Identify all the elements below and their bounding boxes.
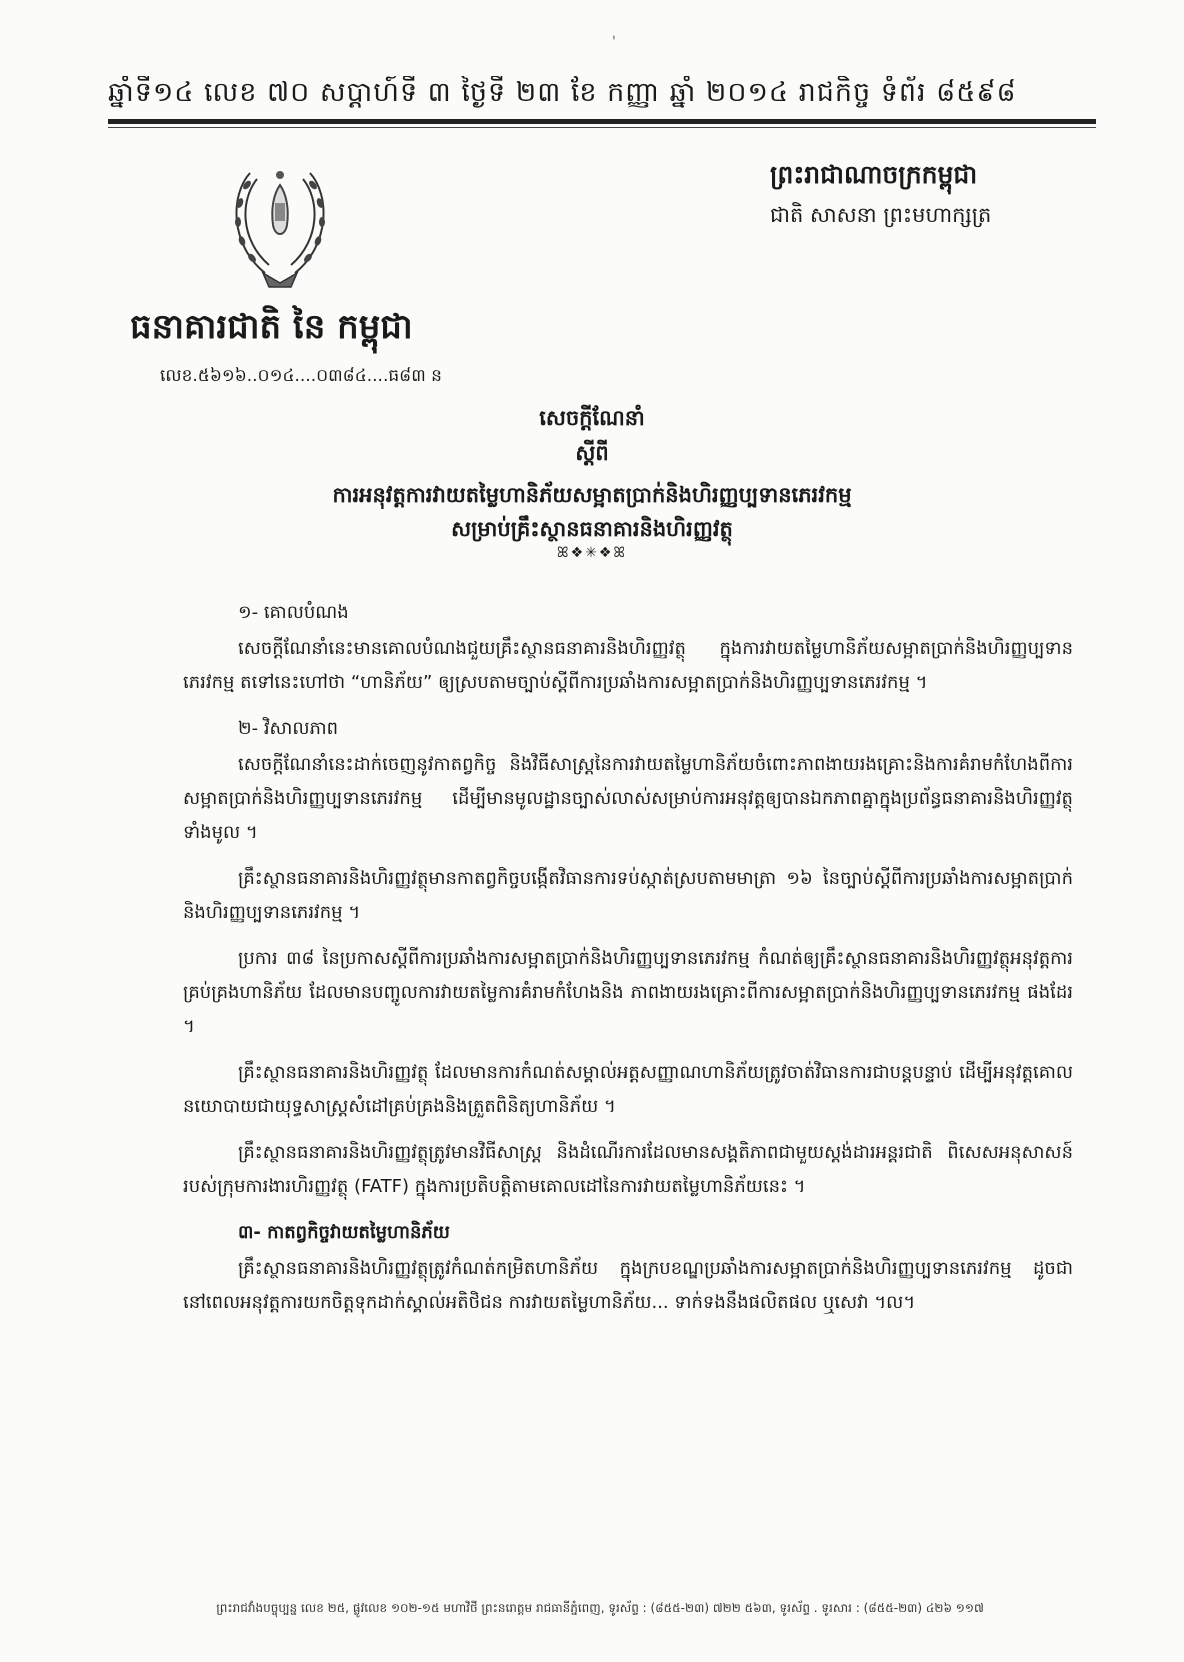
kingdom-motto: ជាតិ សាសនា ព្រះមហាក្សត្រ: [770, 203, 992, 227]
kingdom-title: ព្រះរាជាណាចក្រកម្ពុជា: [770, 160, 978, 189]
document-title: [0, 478, 1184, 546]
kingdom-block: [770, 160, 1070, 233]
gazette-header: ឆ្នាំទី១៤ លេខ ៧០ សប្ដាហ៍ទី ៣ ថ្ងៃទី ២៣ ខែ កញ្ញា ឆ្នាំ ២០១៤ រាជកិច្ច ទំព័រ ៨៥៩៨: [108, 77, 1017, 108]
bank-name: ធនាគារជាតិ នៃ កម្ពុជា: [130, 307, 413, 347]
section-2-paragraph-3: ប្រការ ៣៨ នៃប្រកាសស្ដីពីការប្រឆាំងការសម្អាតប្រាក់និងហិរញ្ញប្បទានភេរវកម្ម កំណត់ឲ្យគ្រឹះស្ថានធនាគារនិងហិរញ្ញវត្ថុអនុវត្តការគ្រប់គ្រងហានិភ័យ ដែលមានបញ្ចូលការវាយតម្លៃការគំរាមកំហែងនិង ភាពងាយរងគ្រោះពីការសម្អាតប្រាក់និងហិរញ្ញប្បទានភេរវកម្ម ផងដែរ ។: [183, 948, 1073, 1037]
document-type: សេចក្ដីណែនាំ: [539, 406, 645, 430]
section-2-paragraph-4: គ្រឹះស្ថានធនាគារនិងហិរញ្ញវត្ថុ ដែលមានការកំណត់សម្គាល់អត្តសញ្ញាណហានិភ័យត្រូវចាត់វិធានការជាបន្តបន្ទាប់ ដើម្បីអនុវត្តគោលនយោបាយជាយុទ្ធសាស្ត្រសំដៅគ្រប់គ្រងនិងត្រួតពិនិត្យហានិភ័យ ។: [183, 1062, 1073, 1117]
reference-number: លេខ.៥៦១៦..០១៤....០៣៨៤....ធ៨៣ ន: [160, 366, 442, 386]
section-2-paragraph-5: គ្រឹះស្ថានធនាគារនិងហិរញ្ញវត្ថុត្រូវមានវិធីសាស្ត្រ និងដំណើរការដែលមានសង្គតិភាពជាមួយស្តង់ដារអន្តរជាតិ ពិសេសអនុសាសន៍របស់ក្រុមការងារហិរញ្ញវត្ថុ (FATF) ក្នុងការប្រតិបត្តិតាមគោលដៅនៃការវាយតម្លៃហានិភ័យនេះ ។: [183, 1142, 1073, 1197]
section-2-paragraph-1: សេចក្ដីណែនាំនេះដាក់ចេញនូវកាតព្វកិច្ច និងវិធីសាស្ត្រនៃការវាយតម្លៃហានិភ័យចំពោះភាពងាយរងគ្រោះនិងការគំរាមកំហែងពីការសម្អាតប្រាក់និងហិរញ្ញប្បទានភេរវកម្ម ដើម្បីមានមូលដ្ឋានច្បាស់លាស់សម្រាប់ការអនុវត្តឲ្យបានឯកភាពគ្នាក្នុងប្រព័ន្ធធនាគារនិងហិរញ្ញវត្ថុទាំងមូល ។: [183, 754, 1073, 843]
national-bank-emblem-icon: [225, 155, 335, 295]
header-rule-thin: [108, 127, 1096, 128]
page-mark: ': [612, 34, 616, 50]
title-ornament: ꕤ❖✳❖ꕤ: [556, 545, 628, 561]
section-2-paragraph-2: គ្រឹះស្ថានធនាគារនិងហិរញ្ញវត្ថុមានកាតព្វកិច្ចបង្កើតវិធានការទប់ស្កាត់ស្របតាមមាត្រា ១៦ នៃច្បាប់ស្ដីពីការប្រឆាំងការសម្អាតប្រាក់និងហិរញ្ញប្បទានភេរវកម្ម ។: [183, 868, 1073, 923]
document-body: [183, 590, 1073, 1332]
section-1-paragraph: សេចក្ដីណែនាំនេះមានគោលបំណងជួយគ្រឹះស្ថានធនាគារនិងហិរញ្ញវត្ថុ ក្នុងការវាយតម្លៃហានិភ័យសម្អាតប្រាក់និងហិរញ្ញប្បទានភេរវកម្ម តទៅនេះហៅថា “ហានិភ័យ” ឲ្យស្របតាមច្បាប់ស្ដីពីការប្រឆាំងការសម្អាតប្រាក់និងហិរញ្ញប្បទានភេរវកម្ម ។: [183, 638, 1073, 693]
section-2-heading: ២- វិសាលភាព: [238, 718, 339, 739]
footer-address: ព្រះរាជវាំងបច្ចុប្បន្ន លេខ ២៥, ផ្លូវលេខ ១០២-១៥ មហាវិថី ព្រះនរោត្តម រាជធានីភ្នំពេញ, ទូរស័ព្ទ : (៨៥៥-២៣) ៧២២ ៥៦៣, ទូរស័ព្ទ . ទូរសារ : (៨៥៥-២៣) ៤២៦ ១១៧: [216, 1601, 984, 1615]
header-rule-thick: [108, 119, 1096, 124]
document-title-line1: ការអនុវត្តការវាយតម្លៃហានិភ័យសម្អាតប្រាក់និងហិរញ្ញប្បទានភេរវកម្ម: [332, 483, 852, 507]
section-1-heading: ១- គោលបំណង: [238, 602, 349, 623]
section-3-heading: ៣- កាតព្វកិច្ចវាយតម្លៃហានិភ័យ: [238, 1222, 450, 1243]
document-title-line2: សម្រាប់គ្រឹះស្ថានធនាគារនិងហិរញ្ញវត្ថុ: [451, 517, 733, 541]
section-3-paragraph: គ្រឹះស្ថានធនាគារនិងហិរញ្ញវត្ថុត្រូវកំណត់កម្រិតហានិភ័យ ក្នុងក្របខណ្ឌប្រឆាំងការសម្អាតប្រាក់និងហិរញ្ញប្បទានភេរវកម្ម ដូចជា នៅពេលអនុវត្តការយកចិត្តទុកដាក់ស្គាល់អតិថិជន ការវាយតម្លៃហានិភ័យ... ទាក់ទងនឹងផលិតផល ឬសេវា ។ល។: [183, 1258, 1073, 1313]
document-about: ស្ដីពី: [575, 441, 609, 465]
